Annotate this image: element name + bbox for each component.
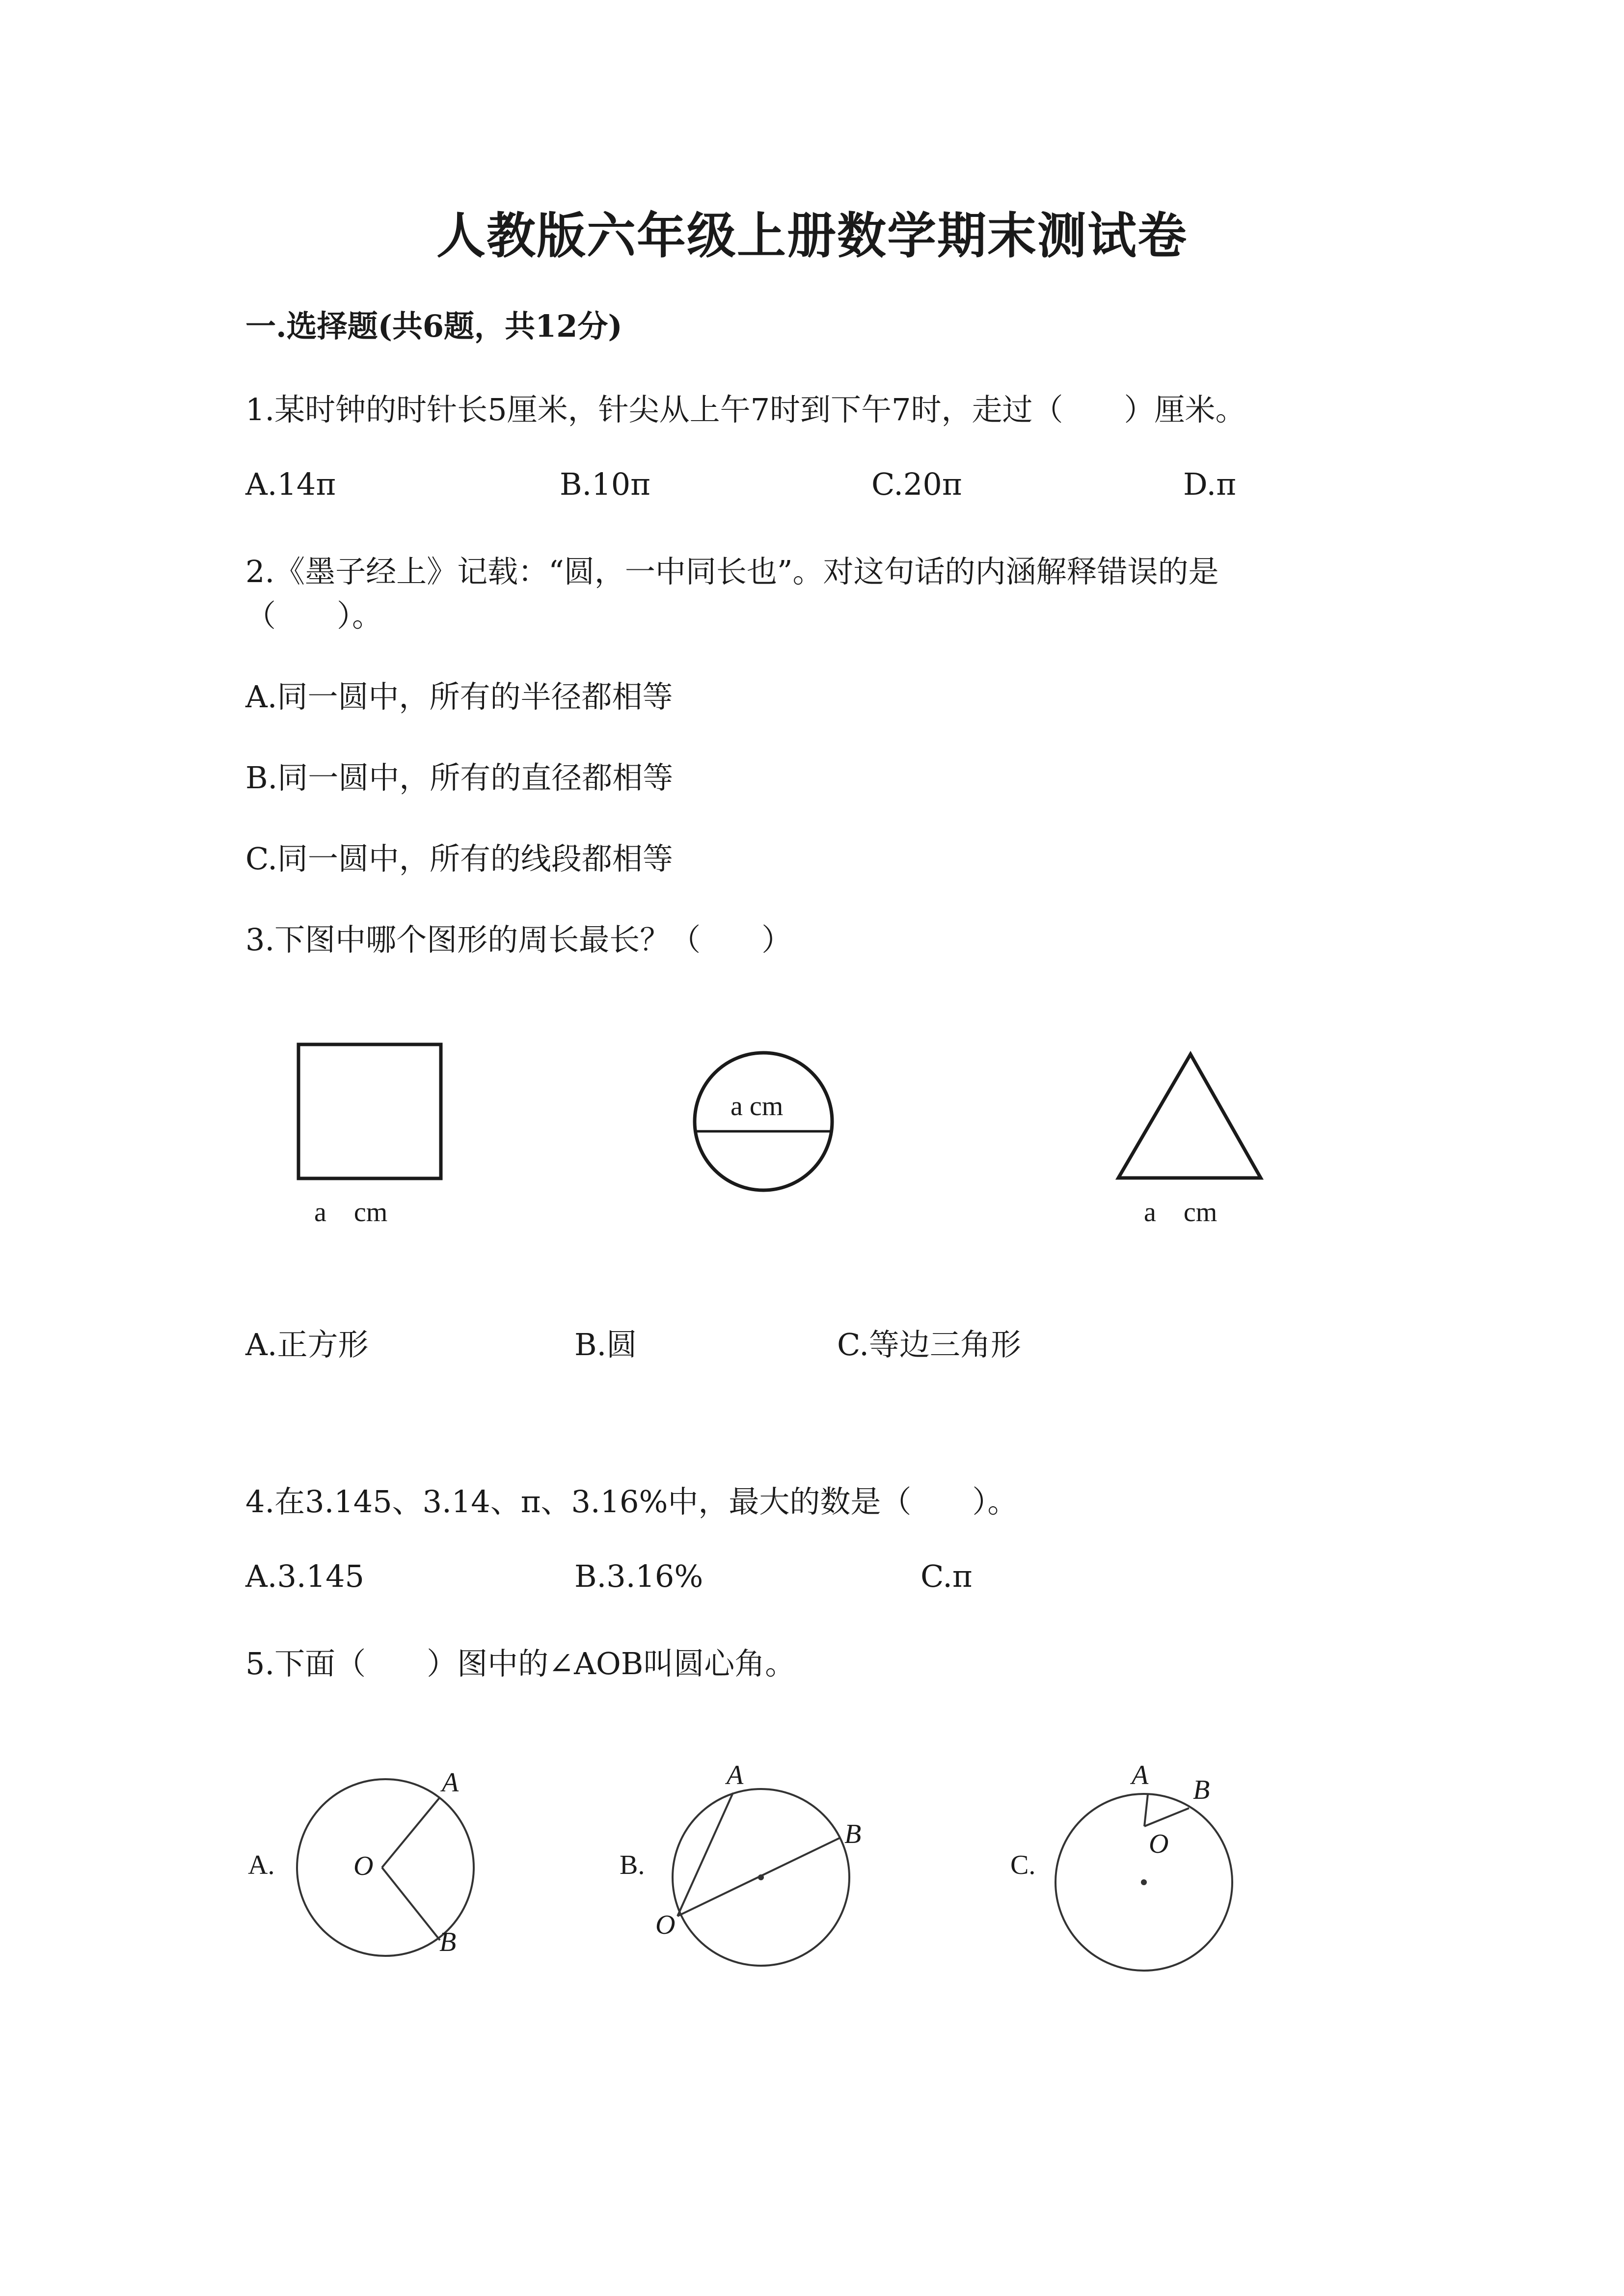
- question-3-option-a: A.正方形: [245, 1327, 369, 1362]
- question-4-option-c: C.π: [920, 1558, 973, 1594]
- question-2-option-a: A.同一圆中，所有的半径都相等: [245, 679, 673, 715]
- square-side-label: a cm: [314, 1197, 388, 1228]
- figure-c-point-a: A: [1132, 1760, 1149, 1790]
- question-2-option-c: C.同一圆中，所有的线段都相等: [245, 841, 673, 877]
- figure-a-option-label: A.: [248, 1850, 275, 1880]
- question-3-option-b: B.圆: [574, 1327, 637, 1362]
- question-1-option-d: D.π: [1183, 466, 1236, 502]
- triangle-figure: [1114, 1050, 1267, 1183]
- circle-diameter-label: a cm: [731, 1091, 784, 1121]
- section-heading: 一.选择题(共6题，共12分): [245, 308, 623, 344]
- figure-b-point-o: O: [655, 1910, 676, 1940]
- figure-a-point-o: O: [353, 1851, 374, 1881]
- question-3-option-c: C.等边三角形: [837, 1327, 1021, 1362]
- question-1-option-c: C.20π: [871, 466, 962, 502]
- question-1-option-a: A.14π: [245, 466, 336, 502]
- square-figure: [297, 1043, 444, 1180]
- figure-b-point-b: B: [844, 1819, 862, 1849]
- figure-b-point-a: A: [727, 1760, 744, 1790]
- triangle-side-label: a cm: [1144, 1197, 1218, 1228]
- question-4-stem: 4.在3.145、3.14、π、3.16%中，最大的数是（ ）。: [245, 1484, 1018, 1520]
- question-5-stem: 5.下面（ ）图中的∠AOB叫圆心角。: [245, 1646, 796, 1682]
- question-4-option-a: A.3.145: [245, 1558, 364, 1594]
- figure-a-point-b: B: [439, 1927, 457, 1957]
- figure-c-option-label: C.: [1010, 1850, 1036, 1880]
- question-1-stem: 1.某时钟的时针长5厘米，针尖从上午7时到下午7时，走过（ ）厘米。: [245, 392, 1246, 427]
- question-2-stem-line-1: 2.《墨子经上》记载：“圆，一中同长也”。对这句话的内涵解释错误的是: [245, 554, 1219, 589]
- figure-b-option-label: B.: [620, 1850, 645, 1880]
- circle-c-figure: [1053, 1791, 1235, 1973]
- question-2-stem-line-2: （ ）。: [245, 598, 383, 634]
- question-3-stem: 3.下图中哪个图形的周长最长？（ ）: [245, 922, 792, 958]
- figure-c-point-o: O: [1149, 1829, 1169, 1859]
- question-2-option-b: B.同一圆中，所有的直径都相等: [245, 760, 674, 796]
- question-1-option-b: B.10π: [560, 466, 650, 502]
- figure-c-point-b: B: [1193, 1775, 1210, 1805]
- figure-a-point-a: A: [442, 1767, 459, 1798]
- circle-b-figure: [670, 1787, 852, 1968]
- question-4-option-b: B.3.16%: [574, 1558, 704, 1594]
- page-title: 人教版六年级上册数学期末测试卷: [436, 207, 1188, 265]
